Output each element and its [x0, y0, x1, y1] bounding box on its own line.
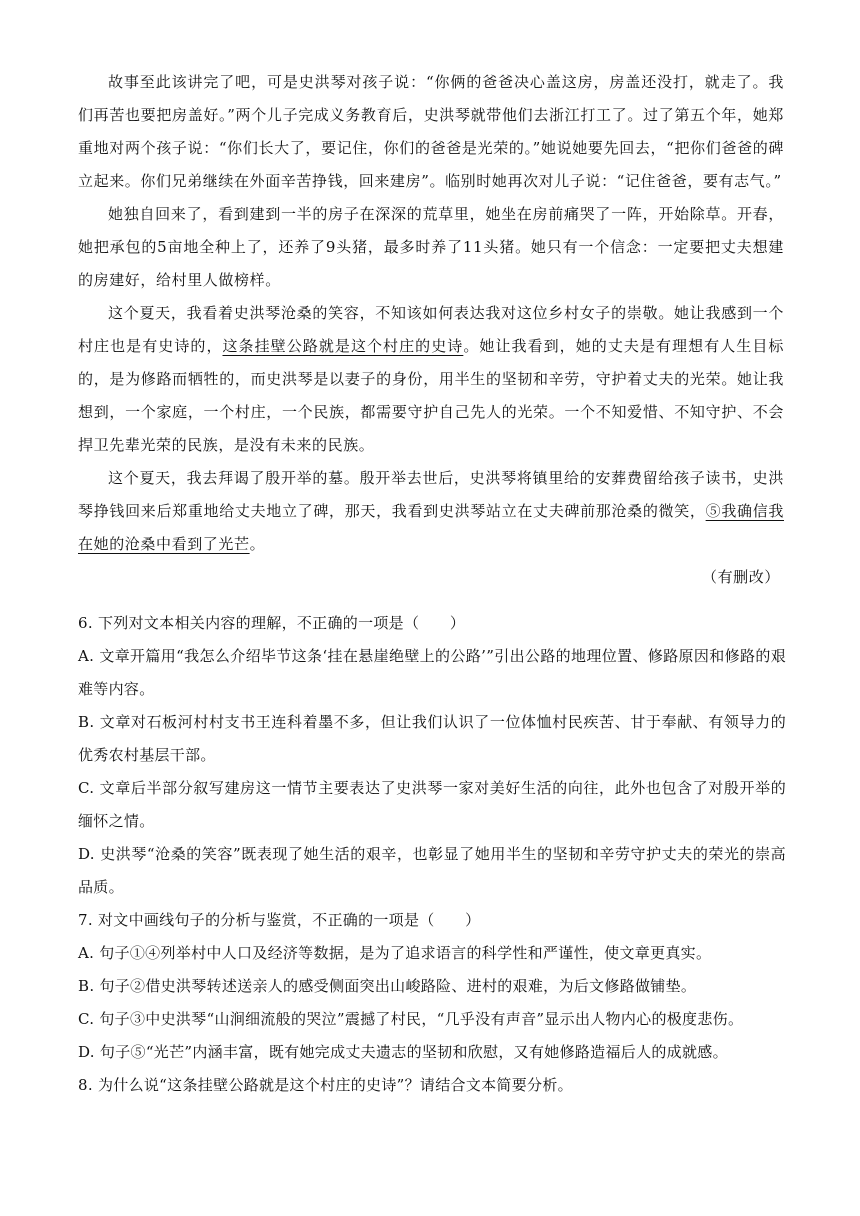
paragraph-1: 故事至此该讲完了吧，可是史洪琴对孩子说：“你俩的爸爸决心盖这房，房盖还没打，就走了。我们再苦也要把房盖好。”两个儿子完成义务教育后，史洪琴就带他们去浙江打工了。过了第五个年，她郑重地对两个孩子说：“你们长大了，要记住，你们的爸爸是光荣的。”她说她要先回去，“把你们爸爸的碑立起来。你们兄弟继续在外面辛苦挣钱，回来建房”。临别时她再次对儿子说：“记住爸爸，要有志气。” — [78, 73, 784, 190]
question-7: 7. 对文中画线句子的分析与鉴赏，不正确的一项是（ ） — [78, 911, 481, 929]
question-6-option-a: A. 文章开篇用“我怎么介绍毕节这条‘挂在悬崖绝壁上的公路’”引出公路的地理位置、修路原因和修路的艰难等内容。 — [78, 647, 786, 698]
question-6-option-d: D. 史洪琴“沧桑的笑容”既表现了她生活的艰辛，也彰显了她用半生的坚韧和辛劳守护丈夫的荣光的崇高品质。 — [78, 845, 786, 896]
paragraph-4-text-b: 。 — [249, 535, 266, 553]
paragraph-3-text-b: 。她让我看到，她的丈夫是有理想有人生目标的，是为修路而牺牲的，而史洪琴是以妻子的身份，用半生的坚韧和辛劳，守护着丈夫的光荣。她让我想到，一个家庭，一个村庄，一个民族，都需要守护自己先人的光荣。一个不知爱惜、不知守护、不会捍卫先辈光荣的民族，是没有未来的民族。 — [78, 337, 784, 454]
questions — [78, 607, 786, 1102]
passage — [78, 66, 784, 594]
question-6: 6. 下列对文本相关内容的理解，不正确的一项是（ ） — [78, 614, 466, 632]
question-7-option-d: D. 句子⑤“光芒”内涵丰富，既有她完成丈夫遗志的坚韧和欣慰，又有她修路造福后人的成就感。 — [78, 1043, 728, 1061]
question-7-option-a: A. 句子①④列举村中人口及经济等数据，是为了追求语言的科学性和严谨性，使文章更真实。 — [78, 944, 712, 962]
paragraph-3-text-a: 这个夏天，我看着史洪琴沧桑的笑容，不知该如何表达我对这位乡村女子的崇敬。她让我感到一个村庄也是有史诗的， — [78, 304, 784, 355]
question-6-option-c: C. 文章后半部分叙写建房这一情节主要表达了史洪琴一家对美好生活的向往，此外也包含了对殷开举的缅怀之情。 — [78, 779, 786, 830]
question-8: 8. 为什么说“这条挂壁公路就是这个村庄的史诗”？请结合文本简要分析。 — [78, 1076, 573, 1094]
edit-note: （有删改） — [701, 568, 780, 586]
paragraph-4-text-a: 这个夏天，我去拜谒了殷开举的墓。殷开举去世后，史洪琴将镇里给的安葬费留给孩子读书，史洪琴挣钱回来后郑重地给丈夫地立了碑，那天，我看到史洪琴站立在丈夫碑前那沧桑的微笑， — [78, 469, 784, 520]
question-7-option-c: C. 句子③中史洪琴“山涧细流般的哭泣”震撼了村民，“几乎没有声音”显示出人物内心的极度悲伤。 — [78, 1010, 744, 1028]
paragraph-2: 她独自回来了，看到建到一半的房子在深深的荒草里，她坐在房前痛哭了一阵，开始除草。开春，她把承包的5亩地全种上了，还养了9头猪，最多时养了11头猪。她只有一个信念：一定要把丈夫想建的房建好，给村里人做榜样。 — [78, 205, 784, 289]
paragraph-3 — [78, 297, 784, 462]
question-6-option-b: B. 文章对石板河村村支书王连科着墨不多，但让我们认识了一位体恤村民疾苦、甘于奉献、有领导力的优秀农村基层干部。 — [78, 713, 786, 764]
paragraph-4 — [78, 462, 784, 561]
underlined-sentence-5: ⑤我确信我在她的沧桑中看到了光芒 — [78, 502, 784, 553]
underlined-sentence-epic: 这条挂壁公路就是这个村庄的史诗 — [222, 337, 464, 355]
question-7-option-b: B. 句子②借史洪琴转述送亲人的感受侧面突出山峻路险、进村的艰难，为后文修路做铺垫。 — [78, 977, 697, 995]
